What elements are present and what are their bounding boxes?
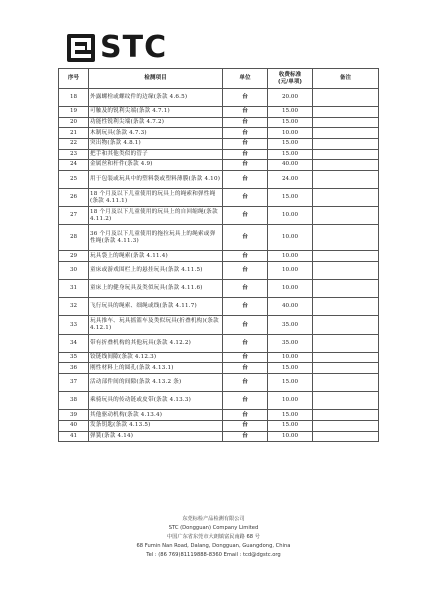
- row-fee: 20.00: [268, 89, 313, 107]
- row-unit: 台: [223, 316, 268, 334]
- row-item: 刚性材料上的圆孔(条款 4.13.1): [89, 363, 223, 374]
- table-row: [59, 107, 379, 118]
- header-no: 序号: [59, 69, 89, 89]
- row-no: 32: [59, 298, 89, 316]
- row-note: [313, 149, 379, 160]
- table-row: [59, 128, 379, 139]
- table-header-row: [59, 69, 379, 89]
- company-logo: [66, 30, 168, 65]
- row-note: [313, 431, 379, 442]
- row-item: 金属丝和杆件(条款 4.9): [89, 160, 223, 171]
- row-no: 22: [59, 138, 89, 149]
- page-footer: [0, 515, 427, 560]
- row-unit: 台: [223, 410, 268, 421]
- row-note: [313, 207, 379, 225]
- row-note: [313, 410, 379, 421]
- table-row: [59, 316, 379, 334]
- header-unit: 单位: [223, 69, 268, 89]
- footer-contact: Tel : (86 769)81119888-8360 Email : tcd@dgstc.org: [146, 552, 281, 558]
- row-unit: 台: [223, 188, 268, 206]
- row-item: 可触及的锐利尖端(条款 4.7.1): [89, 107, 223, 118]
- row-no: 20: [59, 117, 89, 128]
- row-unit: 台: [223, 392, 268, 410]
- row-no: 41: [59, 431, 89, 442]
- row-no: 21: [59, 128, 89, 139]
- row-note: [313, 280, 379, 298]
- row-unit: 台: [223, 280, 268, 298]
- brand-name: STC: [100, 30, 168, 65]
- row-unit: 台: [223, 363, 268, 374]
- row-no: 39: [59, 410, 89, 421]
- row-no: 36: [59, 363, 89, 374]
- row-unit: 台: [223, 160, 268, 171]
- row-note: [313, 188, 379, 206]
- row-item: 用于包装或玩具中的塑料袋或塑料薄膜(条款 4.10): [89, 170, 223, 188]
- row-item: 木制玩具(条款 4.7.3): [89, 128, 223, 139]
- row-no: 19: [59, 107, 89, 118]
- table-row: [59, 188, 379, 206]
- table-row: [59, 334, 379, 352]
- table-row: [59, 170, 379, 188]
- row-note: [313, 138, 379, 149]
- table-row: [59, 89, 379, 107]
- row-unit: 台: [223, 431, 268, 442]
- footer-address-cn: 中国广东省东莞市大朗镇富民南路 68 号: [167, 534, 260, 540]
- row-fee: 10.00: [268, 431, 313, 442]
- row-note: [313, 374, 379, 392]
- row-unit: 台: [223, 251, 268, 262]
- stc-logo-mark-icon: [66, 33, 96, 63]
- row-fee: 15.00: [268, 421, 313, 432]
- row-item: 弹簧(条款 4.14): [89, 431, 223, 442]
- row-no: 33: [59, 316, 89, 334]
- row-note: [313, 334, 379, 352]
- table-row: [59, 225, 379, 251]
- row-fee: 40.00: [268, 298, 313, 316]
- table-row: [59, 117, 379, 128]
- row-no: 31: [59, 280, 89, 298]
- row-note: [313, 225, 379, 251]
- table-row: [59, 298, 379, 316]
- row-note: [313, 117, 379, 128]
- row-unit: 台: [223, 421, 268, 432]
- row-no: 37: [59, 374, 89, 392]
- row-note: [313, 170, 379, 188]
- row-fee: 10.00: [268, 392, 313, 410]
- row-no: 28: [59, 225, 89, 251]
- table-row: [59, 410, 379, 421]
- row-unit: 台: [223, 89, 268, 107]
- row-note: [313, 160, 379, 171]
- row-fee: 10.00: [268, 280, 313, 298]
- table-row: [59, 421, 379, 432]
- table-row: [59, 392, 379, 410]
- row-item: 36 个月及以下儿童使用的拖拉玩具上的绳索或弹性绳(条款 4.11.3): [89, 225, 223, 251]
- row-unit: 台: [223, 107, 268, 118]
- row-unit: 台: [223, 225, 268, 251]
- row-fee: 10.00: [268, 128, 313, 139]
- row-unit: 台: [223, 334, 268, 352]
- row-fee: 10.00: [268, 251, 313, 262]
- footer-company-cn: 东莞标检产品检测有限公司: [182, 516, 245, 522]
- row-unit: 台: [223, 261, 268, 279]
- row-item: 玩具袋上的绳索(条款 4.11.4): [89, 251, 223, 262]
- row-item: 把手和其他类似的管子: [89, 149, 223, 160]
- row-note: [313, 128, 379, 139]
- row-fee: 10.00: [268, 207, 313, 225]
- row-item: 乘骑玩具的传动链或皮带(条款 4.13.3): [89, 392, 223, 410]
- row-no: 26: [59, 188, 89, 206]
- row-unit: 台: [223, 298, 268, 316]
- row-no: 24: [59, 160, 89, 171]
- row-note: [313, 316, 379, 334]
- row-no: 25: [59, 170, 89, 188]
- row-unit: 台: [223, 352, 268, 363]
- row-note: [313, 298, 379, 316]
- footer-address-en: 68 Fumin Nan Road, Dalang, Dongguan, Guangdong, China: [136, 543, 291, 549]
- row-item: 童床或游戏围栏上的悬挂玩具(条款 4.11.5): [89, 261, 223, 279]
- row-no: 18: [59, 89, 89, 107]
- table-row: [59, 261, 379, 279]
- row-item: 童床上的健身玩具及类似玩具(条款 4.11.6): [89, 280, 223, 298]
- row-unit: 台: [223, 374, 268, 392]
- row-unit: 台: [223, 138, 268, 149]
- row-no: 23: [59, 149, 89, 160]
- header-fee: 收费标准 (元/单项): [268, 69, 313, 89]
- table-row: [59, 431, 379, 442]
- table-row: [59, 280, 379, 298]
- row-no: 40: [59, 421, 89, 432]
- row-fee: 15.00: [268, 363, 313, 374]
- footer-company-en: STC (Dongguan) Company Limited: [168, 525, 259, 531]
- row-note: [313, 352, 379, 363]
- table-row: [59, 374, 379, 392]
- row-item: 带有折叠机构的其他玩具(条款 4.12.2): [89, 334, 223, 352]
- table-row: [59, 363, 379, 374]
- row-item: 活动部件间的间隙(条款 4.13.2 条): [89, 374, 223, 392]
- row-note: [313, 107, 379, 118]
- row-no: 27: [59, 207, 89, 225]
- row-item: 外露螺栓或螺纹件的边缘(条款 4.6.5): [89, 89, 223, 107]
- row-item: 功能性锐利尖端(条款 4.7.2): [89, 117, 223, 128]
- row-unit: 台: [223, 170, 268, 188]
- row-fee: 10.00: [268, 225, 313, 251]
- header-item: 检测项目: [89, 69, 223, 89]
- row-note: [313, 421, 379, 432]
- row-unit: 台: [223, 207, 268, 225]
- row-fee: 40.00: [268, 160, 313, 171]
- row-no: 30: [59, 261, 89, 279]
- row-unit: 台: [223, 149, 268, 160]
- row-fee: 15.00: [268, 410, 313, 421]
- row-no: 34: [59, 334, 89, 352]
- row-fee: 15.00: [268, 374, 313, 392]
- row-fee: 15.00: [268, 107, 313, 118]
- row-fee: 15.00: [268, 188, 313, 206]
- row-note: [313, 363, 379, 374]
- row-item: 突出物(条款 4.8.1): [89, 138, 223, 149]
- row-unit: 台: [223, 128, 268, 139]
- row-note: [313, 251, 379, 262]
- table-row: [59, 251, 379, 262]
- row-item: 18 个月及以下儿童使用的玩具上的绳索和弹性绳(条款 4.11.1): [89, 188, 223, 206]
- row-item: 发条钥匙(条款 4.13.5): [89, 421, 223, 432]
- row-item: 飞行玩具的绳索、细绳或线(条款 4.11.7): [89, 298, 223, 316]
- fee-table: [58, 68, 379, 442]
- row-fee: 35.00: [268, 334, 313, 352]
- row-fee: 10.00: [268, 352, 313, 363]
- table-row: [59, 160, 379, 171]
- row-note: [313, 89, 379, 107]
- row-item: 18 个月及以下儿童使用的玩具上的自回缩绳(条款 4.11.2): [89, 207, 223, 225]
- table-row: [59, 138, 379, 149]
- row-item: 其他驱动机构(条款 4.13.4): [89, 410, 223, 421]
- row-fee: 24.00: [268, 170, 313, 188]
- row-fee: 15.00: [268, 117, 313, 128]
- row-fee: 15.00: [268, 138, 313, 149]
- row-no: 35: [59, 352, 89, 363]
- row-note: [313, 392, 379, 410]
- row-no: 38: [59, 392, 89, 410]
- row-unit: 台: [223, 117, 268, 128]
- row-item: 玩具推车、玩具摇篮车及类似玩具(折叠机构)(条款 4.12.1): [89, 316, 223, 334]
- row-item: 铰链线间隙(条款 4.12.3): [89, 352, 223, 363]
- row-note: [313, 261, 379, 279]
- row-fee: 10.00: [268, 261, 313, 279]
- header-note: 备注: [313, 69, 379, 89]
- table-row: [59, 207, 379, 225]
- table-row: [59, 352, 379, 363]
- row-fee: 15.00: [268, 149, 313, 160]
- row-no: 29: [59, 251, 89, 262]
- row-fee: 35.00: [268, 316, 313, 334]
- table-row: [59, 149, 379, 160]
